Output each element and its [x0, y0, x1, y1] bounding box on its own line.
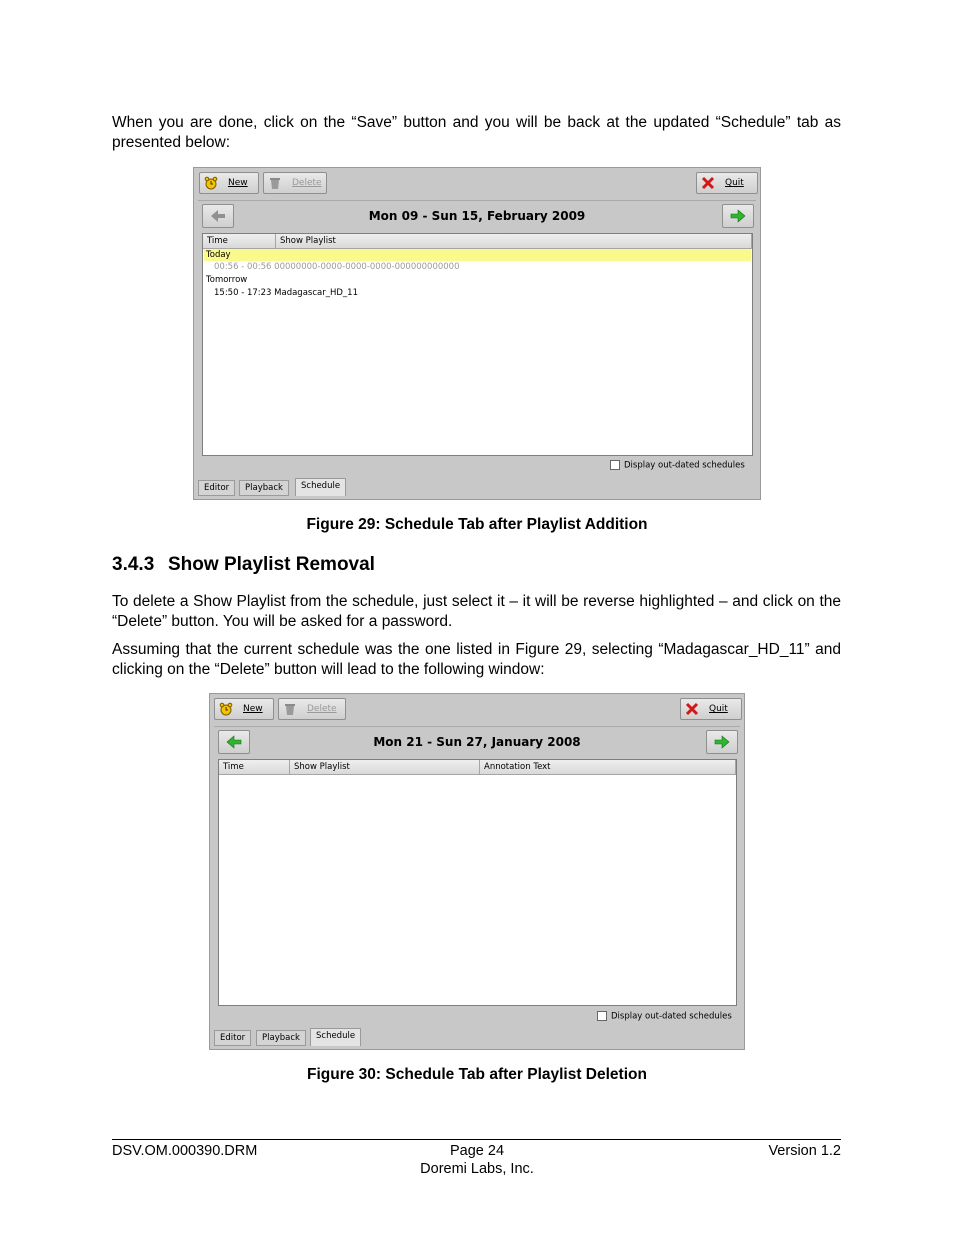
next-week-button[interactable]	[706, 730, 738, 754]
figure-30-caption: Figure 30: Schedule Tab after Playlist Deletion	[307, 1066, 647, 1083]
footer-version: Version 1.2	[768, 1143, 841, 1159]
week-navbar	[198, 200, 756, 231]
tab-playback[interactable]: Playback	[239, 480, 289, 496]
paragraph-2: Assuming that the current schedule was the one listed in Figure 29, selecting “Madagascar_HD_11” and clicking on the “Delete” button will lead to the following window:	[112, 641, 841, 678]
list-item[interactable]: 00:56 - 00:56 00000000-0000-0000-0000-000000000000	[214, 262, 460, 272]
tab-editor[interactable]: Editor	[198, 480, 235, 496]
quit-label: Quit	[725, 178, 744, 188]
tab-bar	[198, 478, 758, 498]
delete-button[interactable]	[278, 698, 346, 720]
intro-paragraph: When you are done, click on the “Save” button and you will be back at the updated “Schedule” tab as presented below:	[112, 114, 841, 151]
col-time[interactable]: Time	[207, 236, 228, 246]
quit-label: Quit	[709, 704, 728, 714]
arrow-right-icon	[714, 735, 730, 749]
list-item[interactable]: Tomorrow	[206, 275, 248, 285]
checkbox-label: Display out-dated schedules	[611, 1011, 732, 1022]
table-header	[219, 760, 736, 775]
schedule-window-fig29	[193, 167, 761, 500]
outdated-checkbox[interactable]	[610, 460, 745, 471]
tab-bar	[214, 1028, 742, 1048]
alarm-clock-icon	[204, 176, 218, 190]
table-header	[203, 234, 752, 249]
trash-icon	[283, 702, 297, 716]
prev-week-button[interactable]	[218, 730, 250, 754]
alarm-clock-icon	[219, 702, 233, 716]
footer-page: Page 24	[449, 1143, 505, 1159]
paragraph-1: To delete a Show Playlist from the schedule, just select it – it will be reverse highlighted – and click on the “Delete” button. You will be asked for a password.	[112, 593, 841, 630]
trash-icon	[268, 176, 282, 190]
quit-button[interactable]	[696, 172, 758, 194]
tab-playback[interactable]: Playback	[256, 1030, 306, 1046]
delete-label: Delete	[307, 704, 337, 714]
schedule-table	[202, 233, 753, 456]
delete-button[interactable]	[263, 172, 327, 194]
quit-button[interactable]	[680, 698, 742, 720]
col-show-playlist[interactable]: Show Playlist	[294, 762, 350, 772]
list-item[interactable]: 15:50 - 17:23 Madagascar_HD_11	[214, 288, 358, 298]
next-week-button[interactable]	[722, 204, 754, 228]
arrow-right-icon	[730, 209, 746, 223]
new-label: New	[243, 704, 263, 714]
col-show-playlist[interactable]: Show Playlist	[280, 236, 336, 246]
close-x-icon	[701, 176, 715, 190]
checkbox-box[interactable]	[597, 1011, 607, 1021]
delete-label: Delete	[292, 178, 322, 188]
section-title: Show Playlist Removal	[168, 554, 375, 575]
col-annotation-text[interactable]: Annotation Text	[484, 762, 551, 772]
new-button[interactable]	[214, 698, 274, 720]
schedule-table	[218, 759, 737, 1006]
prev-week-button[interactable]	[202, 204, 234, 228]
outdated-checkbox[interactable]	[597, 1011, 732, 1022]
tab-editor[interactable]: Editor	[214, 1030, 251, 1046]
section-number: 3.4.3	[112, 554, 155, 575]
arrow-left-icon	[226, 735, 242, 749]
list-item[interactable]: Today	[204, 249, 751, 261]
week-navbar	[214, 726, 740, 757]
week-title: Mon 09 - Sun 15, February 2009	[368, 209, 586, 223]
schedule-window-fig30	[209, 693, 745, 1050]
arrow-left-icon	[210, 209, 226, 223]
figure-29-caption: Figure 29: Schedule Tab after Playlist Addition	[306, 516, 648, 533]
col-time[interactable]: Time	[223, 762, 244, 772]
close-x-icon	[685, 702, 699, 716]
footer-doc-id: DSV.OM.000390.DRM	[112, 1143, 258, 1159]
section-heading	[112, 554, 375, 576]
footer-divider	[112, 1139, 841, 1140]
tab-schedule[interactable]: Schedule	[310, 1028, 361, 1046]
footer-company: Doremi Labs, Inc.	[420, 1161, 534, 1177]
checkbox-label: Display out-dated schedules	[624, 460, 745, 471]
new-label: New	[228, 178, 248, 188]
week-title: Mon 21 - Sun 27, January 2008	[373, 735, 581, 749]
new-button[interactable]	[199, 172, 259, 194]
checkbox-box[interactable]	[610, 460, 620, 470]
tab-schedule[interactable]: Schedule	[295, 478, 346, 496]
